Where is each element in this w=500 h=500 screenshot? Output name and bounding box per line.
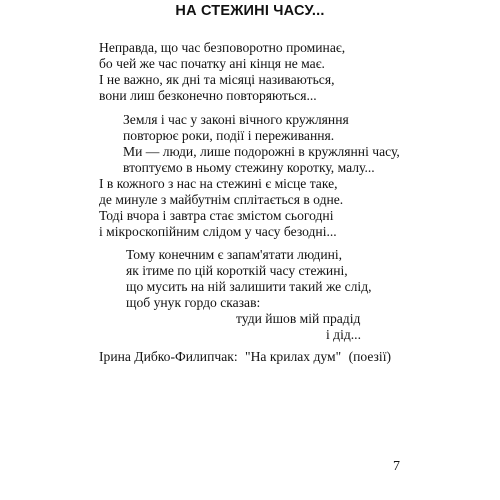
stanza-1 [99, 40, 345, 104]
poem-line: Ми — люди, лише подорожні в кружлянні часу, [123, 144, 400, 159]
poem-line: Неправда, що час безповоротно проминає, [99, 40, 346, 55]
poem-line: бо чей же час початку ані кінця не має. [99, 56, 325, 71]
poem-line: вони лиш безконечно повторяються... [99, 88, 317, 103]
stanza-2 [123, 112, 400, 176]
poem-line: І не важно, як дні та місяці називаються, [99, 72, 335, 87]
attribution-author: Ірина Дибко-Филипчак: [99, 349, 238, 364]
poem-line: і мікроскопійним слідом у часу безодні... [99, 224, 337, 239]
poem-line: щоб унук гордо сказав: [126, 295, 261, 310]
poem-line: втоптуємо в ньому стежину коротку, малу... [123, 160, 375, 175]
poem-line: і дід... [326, 327, 361, 342]
stanza-4 [126, 247, 372, 343]
poem-line: туди йшов мій прадід [236, 311, 361, 326]
poem-title: НА СТЕЖИНІ ЧАСУ... [175, 3, 325, 19]
attribution-work: "На крилах дум" [245, 349, 342, 364]
poem-line: де минуле з майбутнім сплітається в одне. [99, 192, 344, 207]
stanza-3 [99, 176, 343, 240]
poem-line: Тоді вчора і завтра стає змістом сьогодні [99, 208, 334, 223]
attribution [99, 349, 391, 365]
poem-line: Земля і час у законі вічного кружляння [123, 112, 349, 127]
attribution-note: (поезії) [348, 349, 392, 364]
poem-line: Тому конечним є запам'ятати людині, [126, 247, 343, 262]
page-number: 7 [393, 459, 400, 474]
poem-line: І в кожного з нас на стежині є місце таке, [99, 176, 338, 191]
poem-line: що мусить на ній залишити такий же слід, [126, 279, 372, 294]
poem-line: повторює роки, події і переживання. [123, 128, 335, 143]
poem-line: як ітиме по цій короткій часу стежині, [126, 263, 348, 278]
